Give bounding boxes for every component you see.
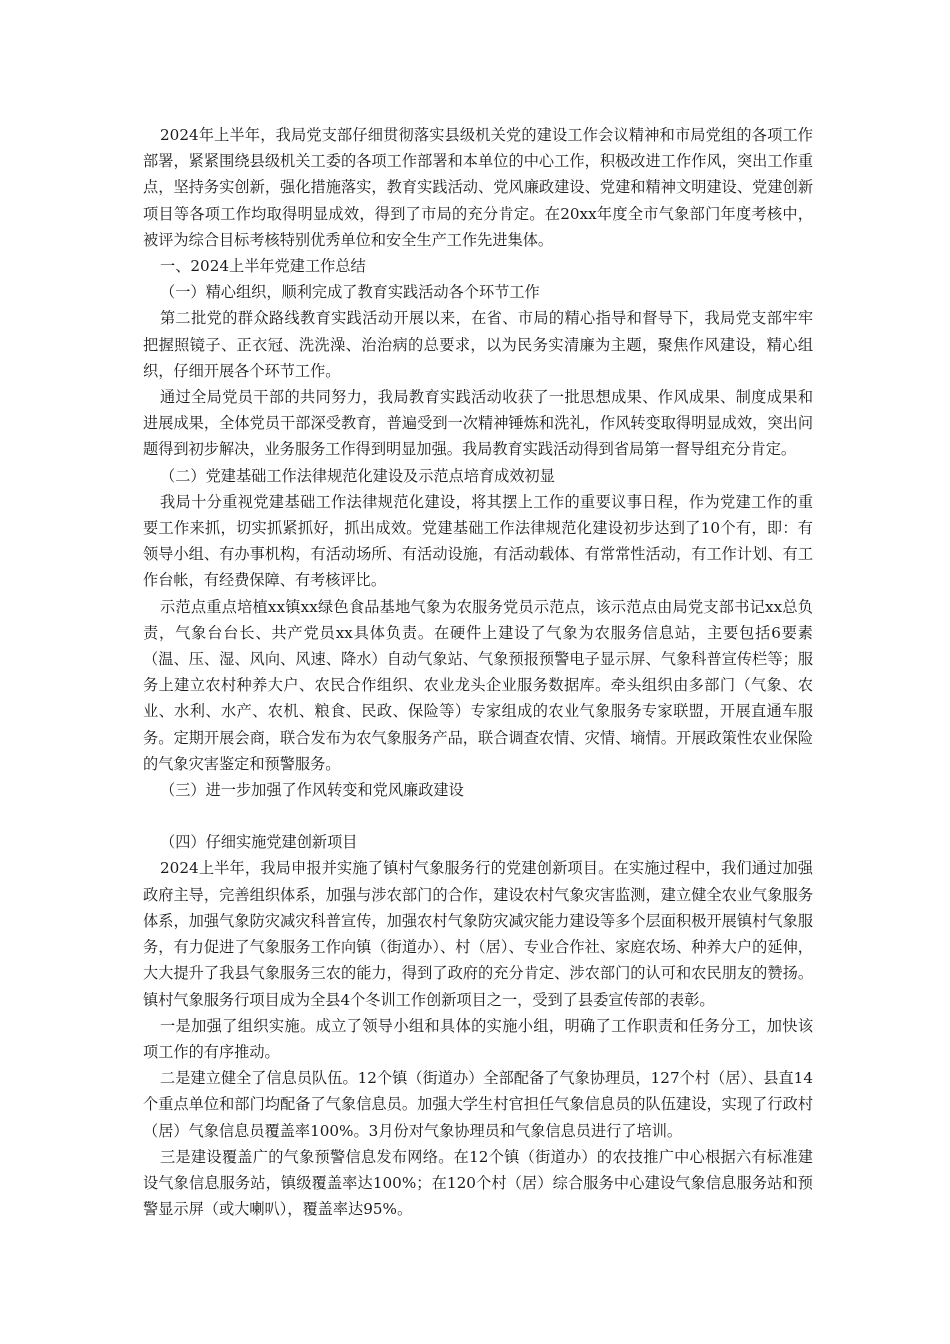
subsection-heading: （二）党建基础工作法律规范化建设及示范点培育成效初显: [160, 466, 555, 485]
intro-paragraph: 2024年上半年，我局党支部仔细贯彻落实县级机关党的建设工作会议精神和市局党组的各项工作部署，紧紧围绕县级机关工委的各项工作部署和本单位的中心工作，积极改进工作作风，突出工作重点，坚持务实创新，强化措施落实，教育实践活动、党风廉政建设、党建和精神文明建设、党建创新项目等各项工作均取得明显成效，得到了市局的充分肯定。在20xx年度全市气象部门年度考核中，被评为综合目标考核特别优秀单位和安全生产工作先进集体。: [143, 126, 813, 249]
blank-line: [143, 803, 813, 829]
subsection-heading: （四）仔细实施党建创新项目: [160, 833, 358, 852]
document-body: [143, 122, 813, 1222]
subsection-heading: （一）精心组织，顺利完成了教育实践活动各个环节工作: [160, 283, 540, 302]
body-paragraph: 第二批党的群众路线教育实践活动开展以来，在省、市局的精心指导和督导下，我局党支部牢牢把握照镜子、正衣冠、洗洗澡、治治病的总要求，以为民务实清廉为主题，聚焦作风建设，精心组织，仔细开展各个环节工作。: [143, 309, 813, 380]
subsection-heading: （三）进一步加强了作风转变和党风廉政建设: [160, 781, 464, 800]
body-paragraph: 我局十分重视党建基础工作法律规范化建设，将其摆上工作的重要议事日程，作为党建工作的重要工作来抓，切实抓紧抓好，抓出成效。党建基础工作法律规范化建设初步达到了10个有，即：有领导小组、有办事机构，有活动场所、有活动设施，有活动载体、有常常性活动，有工作计划、有工作台帐，有经费保障、有考核评比。: [143, 492, 813, 590]
section-heading: 一、2024上半年党建工作总结: [160, 257, 366, 276]
body-paragraph: 二是建立健全了信息员队伍。12个镇（街道办）全部配备了气象协理员，127个村（居）、县直14个重点单位和部门均配备了气象信息员。加强大学生村官担任气象信息员的队伍建设，实现了行政村（居）气象信息员覆盖率100%。3月份对气象协理员和气象信息员进行了培训。: [143, 1069, 813, 1140]
body-paragraph: 2024上半年，我局申报并实施了镇村气象服务行的党建创新项目。在实施过程中，我们通过加强政府主导，完善组织体系，加强与涉农部门的合作，建设农村气象灾害监测，建立健全农业气象服务体系，加强气象防灾减灾科普宣传，加强农村气象防灾减灾能力建设等多个层面积极开展镇村气象服务，有力促进了气象服务工作向镇（街道办）、村（居）、专业合作社、家庭农场、种养大户的延伸，大大提升了我县气象服务三农的能力，得到了政府的充分肯定、涉农部门的认可和农民朋友的赞扬。镇村气象服务行项目成为全县4个冬训工作创新项目之一，受到了县委宣传部的表彰。: [143, 859, 813, 1009]
body-paragraph: 示范点重点培植xx镇xx绿色食品基地气象为农服务党员示范点，该示范点由局党支部书记xx总负责，气象台台长、共产党员xx具体负责。在硬件上建设了气象为农服务信息站，主要包括6要素（温、压、湿、风向、风速、降水）自动气象站、气象预报预警电子显示屏、气象科普宣传栏等；服务上建立农村种养大户、农民合作组织、农业龙头企业服务数据库。牵头组织由多部门（气象、农业、水利、水产、农机、粮食、民政、保险等）专家组成的农业气象服务专家联盟，开展直通车服务。定期开展会商，联合发布为农气象服务产品，联合调查农情、灾情、墒情。开展政策性农业保险的气象灾害鉴定和预警服务。: [143, 597, 813, 773]
body-paragraph: 一是加强了组织实施。成立了领导小组和具体的实施小组，明确了工作职责和任务分工，加快该项工作的有序推动。: [143, 1016, 813, 1061]
body-paragraph: 三是建设覆盖广的气象预警信息发布网络。在12个镇（街道办）的农技推广中心根据六有标准建设气象信息服务站，镇级覆盖率达100%；在120个村（居）综合服务中心建设气象信息服务站和预警显示屏（或大喇叭），覆盖率达95%。: [143, 1147, 813, 1219]
body-paragraph: 通过全局党员干部的共同努力，我局教育实践活动收获了一批思想成果、作风成果、制度成果和进展成果，全体党员干部深受教育，普遍受到一次精神锤炼和洗礼，作风转变取得明显成效，突出问题得到初步解决，业务服务工作得到明显加强。我局教育实践活动得到省局第一督导组充分肯定。: [143, 388, 813, 459]
